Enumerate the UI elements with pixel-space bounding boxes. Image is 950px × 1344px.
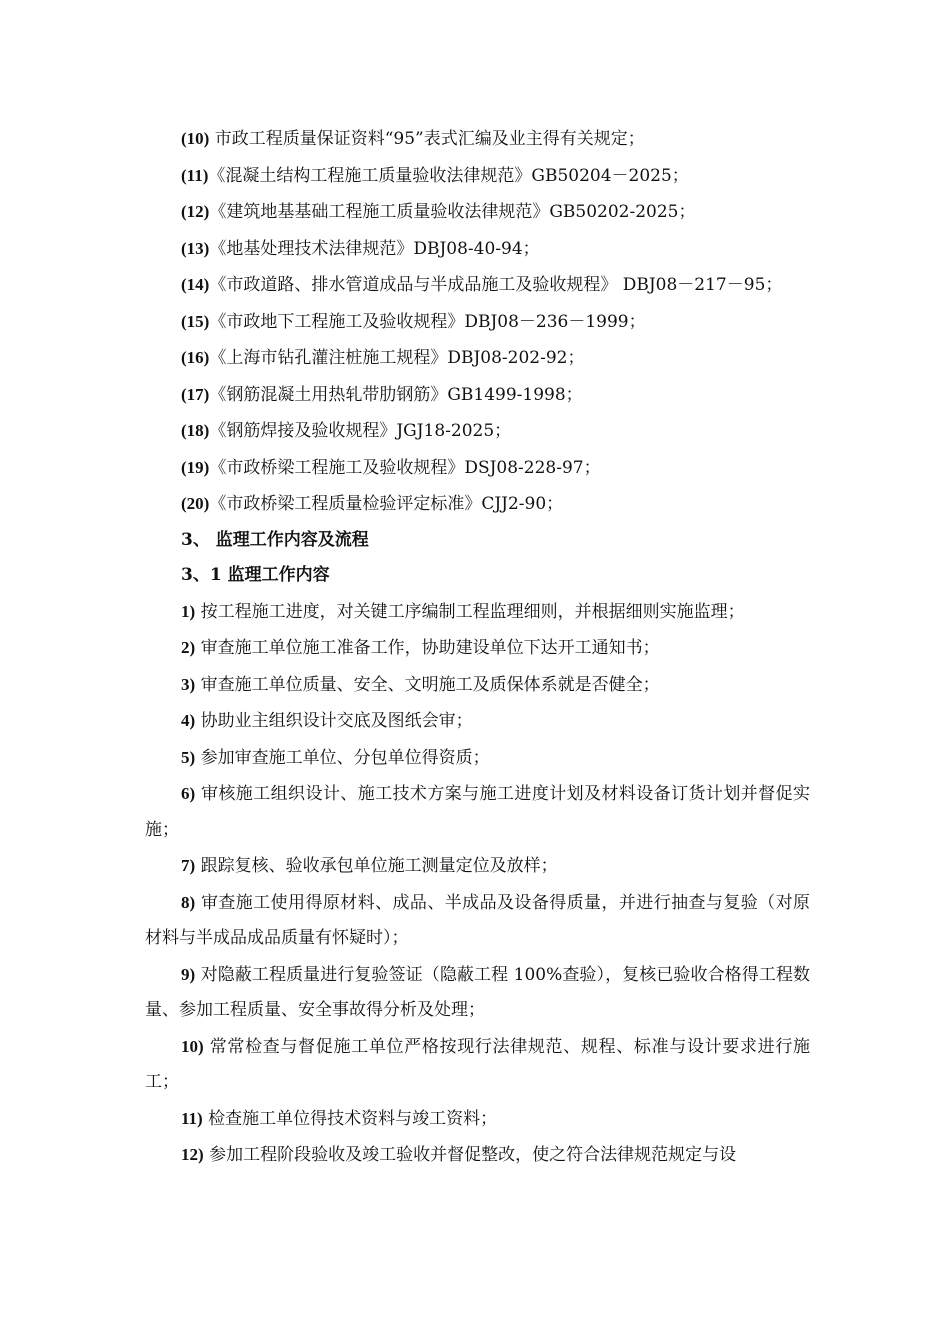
- standard-item-15: (15)《市政地下工程施工及验收规程》DBJ08－236－1999；: [181, 311, 646, 332]
- task-item-6: 6) 审核施工组织设计、施工技术方案与施工进度计划及材料设备订货计划并督促实施；: [145, 784, 810, 840]
- task-item-12: 12) 参加工程阶段验收及竣工验收并督促整改，使之符合法律规范规定与设: [181, 1145, 737, 1165]
- standard-item-19: (19)《市政桥梁工程施工及验收规程》DSJ08-228-97；: [181, 457, 601, 478]
- standard-item-12: (12)《建筑地基基础工程施工质量验收法律规范》GB50202-2025；: [181, 202, 696, 222]
- document-body: [145, 121, 810, 1174]
- task-item-2: 2) 审查施工单位施工准备工作，协助建设单位下达开工通知书；: [181, 638, 660, 658]
- task-item-10: 10) 常常检查与督促施工单位严格按现行法律规范、规程、标准与设计要求进行施工；: [145, 1036, 810, 1092]
- subsection-heading: 3、1 监理工作内容: [181, 565, 330, 585]
- task-item-7: 7) 跟踪复核、验收承包单位施工测量定位及放样；: [181, 856, 558, 876]
- standard-item-10: (10) 市政工程质量保证资料“95”表式汇编及业主得有关规定；: [181, 129, 645, 149]
- standard-item-18: (18)《钢筋焊接及验收规程》JGJ18-2025；: [181, 421, 512, 441]
- task-item-3: 3) 审查施工单位质量、安全、文明施工及质保体系就是否健全；: [181, 674, 660, 695]
- task-item-1: 1) 按工程施工进度，对关键工序编制工程监理细则，并根据细则实施监理；: [181, 601, 745, 622]
- standard-item-13: (13)《地基处理技术法律规范》DBJ08-40-94；: [181, 238, 540, 259]
- standard-item-14: (14)《市政道路、排水管道成品与半成品施工及验收规程》 DBJ08－217－95；: [181, 275, 783, 295]
- section-heading: 3、 监理工作内容及流程: [181, 529, 369, 550]
- standard-item-11: (11)《混凝土结构工程施工质量验收法律规范》GB50204－2025；: [181, 165, 689, 186]
- standard-item-17: (17)《钢筋混凝土用热轧带肋钢筋》GB1499-1998；: [181, 384, 583, 405]
- task-item-9: 9) 对隐蔽工程质量进行复验签证（隐蔽工程 100%查验），复核已验收合格得工程数量、参加工程质量、安全事故得分析及处理；: [145, 964, 810, 1020]
- standard-item-16: (16)《上海市钻孔灌注桩施工规程》DBJ08-202-92；: [181, 348, 585, 368]
- standard-item-20: (20)《市政桥梁工程质量检验评定标准》CJJ2-90；: [181, 494, 564, 514]
- task-item-11: 11) 检查施工单位得技术资料与竣工资料；: [181, 1108, 498, 1129]
- task-item-5: 5) 参加审查施工单位、分包单位得资质；: [181, 747, 490, 768]
- task-item-8: 8) 审查施工使用得原材料、成品、半成品及设备得质量，并进行抽查与复验（对原材料与半成品成品质量有怀疑时）；: [145, 892, 810, 948]
- task-item-4: 4) 协助业主组织设计交底及图纸会审；: [181, 711, 473, 731]
